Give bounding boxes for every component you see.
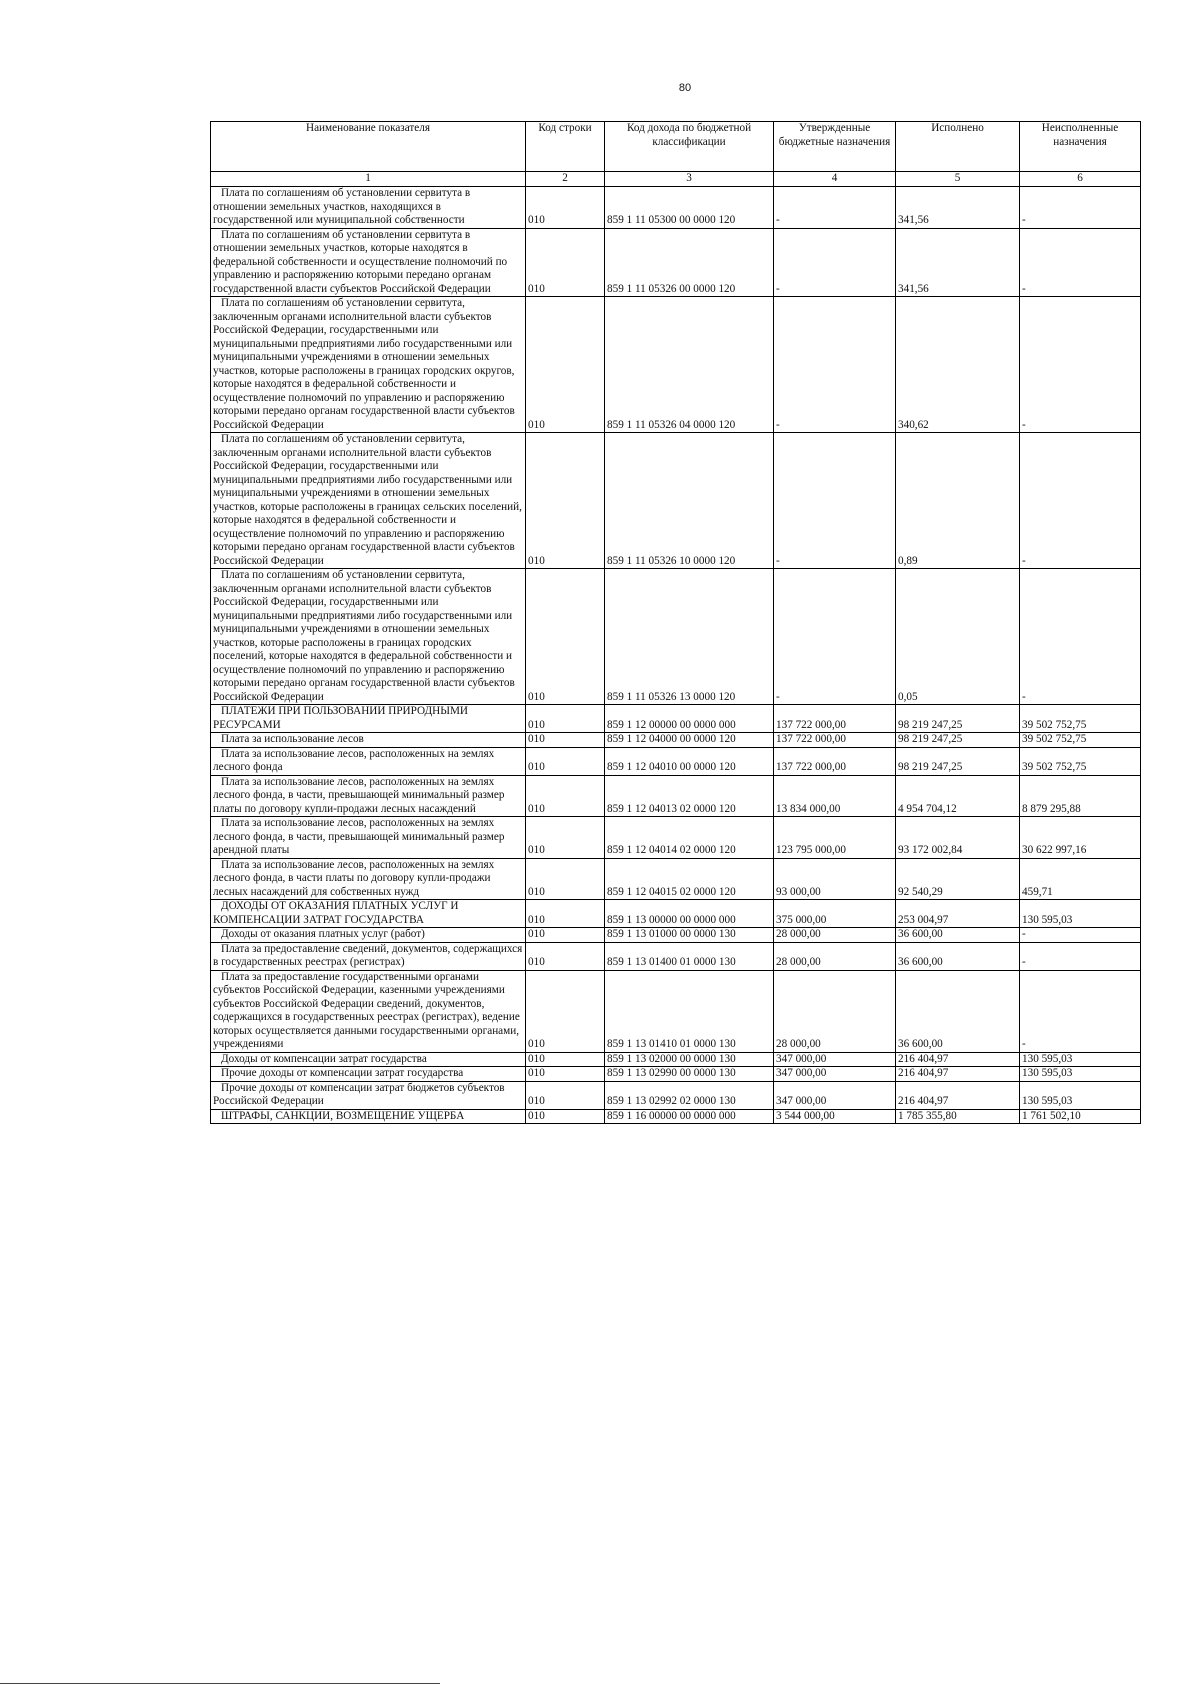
row-executed-cell: 216 404,97	[896, 1081, 1020, 1109]
row-approved-cell: 93 000,00	[774, 858, 896, 900]
row-line-code-cell: 010	[526, 297, 605, 433]
header-revenue-code: Код дохода по бюджетной классификации	[605, 122, 774, 172]
row-approved-cell: -	[774, 297, 896, 433]
row-executed-cell: 36 600,00	[896, 942, 1020, 970]
column-number: 5	[896, 172, 1020, 187]
row-line-code-cell: 010	[526, 900, 605, 928]
row-line-code-cell: 010	[526, 747, 605, 775]
row-line-code-cell: 010	[526, 705, 605, 733]
row-revenue-code-cell: 859 1 13 02992 02 0000 130	[605, 1081, 774, 1109]
row-revenue-code-cell: 859 1 11 05326 04 0000 120	[605, 297, 774, 433]
row-revenue-code-cell: 859 1 12 00000 00 0000 000	[605, 705, 774, 733]
row-name-cell: Плата за предоставление сведений, документов, содержащихся в государственных реестрах (регистрах)	[211, 942, 526, 970]
row-name-cell: Плата за использование лесов, расположенных на землях лесного фонда, в части, превышающей минимальный размер платы по договору купли-продажи лесных насаждений	[211, 775, 526, 817]
row-revenue-code-cell: 859 1 13 01400 01 0000 130	[605, 942, 774, 970]
row-name-cell: ПЛАТЕЖИ ПРИ ПОЛЬЗОВАНИИ ПРИРОДНЫМИ РЕСУРСАМИ	[211, 705, 526, 733]
row-name-cell: Доходы от оказания платных услуг (работ)	[211, 928, 526, 943]
row-line-code-cell: 010	[526, 433, 605, 569]
row-approved-cell: 28 000,00	[774, 928, 896, 943]
row-unexecuted-cell: -	[1020, 297, 1141, 433]
row-name-cell: Плата по соглашениям об установлении сервитута в отношении земельных участков, которые находятся в федеральной собственности и осуществление полномочий по управлению и распоряжению которыми передано органам государственной власти субъектов Российской Федерации	[211, 228, 526, 297]
table-row	[211, 775, 1141, 817]
row-unexecuted-cell: -	[1020, 569, 1141, 705]
row-name-cell: Прочие доходы от компенсации затрат государства	[211, 1067, 526, 1082]
row-executed-cell: 340,62	[896, 297, 1020, 433]
row-line-code-cell: 010	[526, 569, 605, 705]
row-executed-cell: 1 785 355,80	[896, 1109, 1020, 1124]
row-approved-cell: 137 722 000,00	[774, 705, 896, 733]
row-revenue-code-cell: 859 1 12 04000 00 0000 120	[605, 733, 774, 748]
row-unexecuted-cell: -	[1020, 970, 1141, 1052]
row-name-cell: Плата за использование лесов, расположенных на землях лесного фонда, в части платы по договору купли-продажи лесных насаждений для собственных нужд	[211, 858, 526, 900]
row-approved-cell: 28 000,00	[774, 970, 896, 1052]
table-row	[211, 1067, 1141, 1082]
row-approved-cell: -	[774, 569, 896, 705]
table-row	[211, 433, 1141, 569]
row-name-cell: Плата по соглашениям об установлении сервитута, заключенным органами исполнительной власти субъектов Российской Федерации, государственными или муниципальными предприятиями либо государственными или муниципальными учреждениями в отношении земельных участков, которые расположены в границах сельских поселений, которые находятся в федеральной собственности и осуществление полномочий по управлению и распоряжению которыми передано органам государственной власти субъектов Российской Федерации	[211, 433, 526, 569]
row-approved-cell: 3 544 000,00	[774, 1109, 896, 1124]
header-approved: Утвержденные бюджетные назначения	[774, 122, 896, 172]
row-line-code-cell: 010	[526, 733, 605, 748]
row-approved-cell: -	[774, 187, 896, 229]
row-name-cell: Плата по соглашениям об установлении сервитута в отношении земельных участков, находящихся в государственной или муниципальной собственности	[211, 187, 526, 229]
row-executed-cell: 36 600,00	[896, 970, 1020, 1052]
table-row	[211, 900, 1141, 928]
row-name-cell: Плата по соглашениям об установлении сервитута, заключенным органами исполнительной власти субъектов Российской Федерации, государственными или муниципальными предприятиями либо государственными или муниципальными учреждениями в отношении земельных участков, которые расположены в границах городских округов, которые находятся в федеральной собственности и осуществление полномочий по управлению и распоряжению которыми передано органам государственной власти субъектов Российской Федерации	[211, 297, 526, 433]
row-revenue-code-cell: 859 1 16 00000 00 0000 000	[605, 1109, 774, 1124]
row-line-code-cell: 010	[526, 817, 605, 859]
table-row	[211, 928, 1141, 943]
row-executed-cell: 93 172 002,84	[896, 817, 1020, 859]
row-executed-cell: 253 004,97	[896, 900, 1020, 928]
row-unexecuted-cell: 39 502 752,75	[1020, 705, 1141, 733]
row-approved-cell: 28 000,00	[774, 942, 896, 970]
row-executed-cell: 36 600,00	[896, 928, 1020, 943]
row-unexecuted-cell: 459,71	[1020, 858, 1141, 900]
row-name-cell: Плата за использование лесов, расположенных на землях лесного фонда, в части, превышающей минимальный размер арендной платы	[211, 817, 526, 859]
row-executed-cell: 4 954 704,12	[896, 775, 1020, 817]
row-line-code-cell: 010	[526, 1052, 605, 1067]
row-line-code-cell: 010	[526, 1109, 605, 1124]
row-name-cell: Доходы от компенсации затрат государства	[211, 1052, 526, 1067]
row-line-code-cell: 010	[526, 1067, 605, 1082]
row-name-cell: Плата за использование лесов	[211, 733, 526, 748]
row-revenue-code-cell: 859 1 11 05326 10 0000 120	[605, 433, 774, 569]
row-revenue-code-cell: 859 1 13 00000 00 0000 000	[605, 900, 774, 928]
row-revenue-code-cell: 859 1 11 05326 13 0000 120	[605, 569, 774, 705]
row-approved-cell: -	[774, 433, 896, 569]
row-revenue-code-cell: 859 1 12 04014 02 0000 120	[605, 817, 774, 859]
budget-revenue-table	[210, 121, 1141, 1124]
row-executed-cell: 98 219 247,25	[896, 705, 1020, 733]
table-row	[211, 1109, 1141, 1124]
row-approved-cell: 347 000,00	[774, 1067, 896, 1082]
table-row	[211, 858, 1141, 900]
row-executed-cell: 0,89	[896, 433, 1020, 569]
row-approved-cell: 347 000,00	[774, 1052, 896, 1067]
column-number-row	[211, 172, 1141, 187]
column-number: 6	[1020, 172, 1141, 187]
row-line-code-cell: 010	[526, 970, 605, 1052]
row-executed-cell: 0,05	[896, 569, 1020, 705]
footer-rule	[0, 1683, 440, 1684]
table-row	[211, 817, 1141, 859]
row-unexecuted-cell: 8 879 295,88	[1020, 775, 1141, 817]
column-number: 3	[605, 172, 774, 187]
table-row	[211, 569, 1141, 705]
row-name-cell: Плата за использование лесов, расположенных на землях лесного фонда	[211, 747, 526, 775]
row-revenue-code-cell: 859 1 13 01410 01 0000 130	[605, 970, 774, 1052]
table-row	[211, 733, 1141, 748]
row-revenue-code-cell: 859 1 11 05300 00 0000 120	[605, 187, 774, 229]
row-line-code-cell: 010	[526, 858, 605, 900]
row-revenue-code-cell: 859 1 12 04015 02 0000 120	[605, 858, 774, 900]
row-approved-cell: 123 795 000,00	[774, 817, 896, 859]
row-revenue-code-cell: 859 1 11 05326 00 0000 120	[605, 228, 774, 297]
row-unexecuted-cell: 1 761 502,10	[1020, 1109, 1141, 1124]
column-number: 2	[526, 172, 605, 187]
page-number: 80	[678, 82, 692, 94]
row-revenue-code-cell: 859 1 13 02990 00 0000 130	[605, 1067, 774, 1082]
row-revenue-code-cell: 859 1 13 01000 00 0000 130	[605, 928, 774, 943]
row-unexecuted-cell: -	[1020, 433, 1141, 569]
row-unexecuted-cell: 39 502 752,75	[1020, 747, 1141, 775]
row-unexecuted-cell: 130 595,03	[1020, 1067, 1141, 1082]
row-unexecuted-cell: 39 502 752,75	[1020, 733, 1141, 748]
row-executed-cell: 216 404,97	[896, 1052, 1020, 1067]
row-line-code-cell: 010	[526, 775, 605, 817]
header-line-code: Код строки	[526, 122, 605, 172]
header-unexecuted: Неисполненные назначения	[1020, 122, 1141, 172]
row-executed-cell: 92 540,29	[896, 858, 1020, 900]
row-unexecuted-cell: -	[1020, 928, 1141, 943]
row-line-code-cell: 010	[526, 942, 605, 970]
row-approved-cell: -	[774, 228, 896, 297]
row-unexecuted-cell: 130 595,03	[1020, 900, 1141, 928]
row-line-code-cell: 010	[526, 228, 605, 297]
table-row	[211, 970, 1141, 1052]
column-number: 1	[211, 172, 526, 187]
row-name-cell: Прочие доходы от компенсации затрат бюджетов субъектов Российской Федерации	[211, 1081, 526, 1109]
row-unexecuted-cell: 130 595,03	[1020, 1081, 1141, 1109]
header-executed: Исполнено	[896, 122, 1020, 172]
row-executed-cell: 98 219 247,25	[896, 733, 1020, 748]
row-executed-cell: 341,56	[896, 187, 1020, 229]
row-unexecuted-cell: 130 595,03	[1020, 1052, 1141, 1067]
table-row	[211, 228, 1141, 297]
row-unexecuted-cell: 30 622 997,16	[1020, 817, 1141, 859]
row-unexecuted-cell: -	[1020, 942, 1141, 970]
header-indicator-name: Наименование показателя	[211, 122, 526, 172]
row-revenue-code-cell: 859 1 13 02000 00 0000 130	[605, 1052, 774, 1067]
row-revenue-code-cell: 859 1 12 04010 00 0000 120	[605, 747, 774, 775]
row-name-cell: Плата за предоставление государственными органами субъектов Российской Федерации, казенными учреждениями субъектов Российской Федерации сведений, документов, содержащихся в государственных реестрах (регистрах), ведение которых осуществляется данными государственными органами, учреждениями	[211, 970, 526, 1052]
table-row	[211, 942, 1141, 970]
row-revenue-code-cell: 859 1 12 04013 02 0000 120	[605, 775, 774, 817]
column-number: 4	[774, 172, 896, 187]
row-line-code-cell: 010	[526, 928, 605, 943]
row-approved-cell: 347 000,00	[774, 1081, 896, 1109]
row-executed-cell: 216 404,97	[896, 1067, 1020, 1082]
row-line-code-cell: 010	[526, 187, 605, 229]
table-row	[211, 1081, 1141, 1109]
row-name-cell: Плата по соглашениям об установлении сервитута, заключенным органами исполнительной власти субъектов Российской Федерации, государственными или муниципальными предприятиями либо государственными или муниципальными учреждениями в отношении земельных участков, которые расположены в границах городских поселений, которые находятся в федеральной собственности и осуществление полномочий по управлению и распоряжению которыми передано органам государственной власти субъектов Российской Федерации	[211, 569, 526, 705]
table-row	[211, 747, 1141, 775]
table-row	[211, 187, 1141, 229]
table-row	[211, 705, 1141, 733]
row-unexecuted-cell: -	[1020, 187, 1141, 229]
row-executed-cell: 341,56	[896, 228, 1020, 297]
table-row	[211, 1052, 1141, 1067]
row-line-code-cell: 010	[526, 1081, 605, 1109]
row-approved-cell: 137 722 000,00	[774, 747, 896, 775]
row-approved-cell: 137 722 000,00	[774, 733, 896, 748]
row-unexecuted-cell: -	[1020, 228, 1141, 297]
row-name-cell: ДОХОДЫ ОТ ОКАЗАНИЯ ПЛАТНЫХ УСЛУГ И КОМПЕНСАЦИИ ЗАТРАТ ГОСУДАРСТВА	[211, 900, 526, 928]
row-executed-cell: 98 219 247,25	[896, 747, 1020, 775]
row-name-cell: ШТРАФЫ, САНКЦИИ, ВОЗМЕЩЕНИЕ УЩЕРБА	[211, 1109, 526, 1124]
row-approved-cell: 13 834 000,00	[774, 775, 896, 817]
row-approved-cell: 375 000,00	[774, 900, 896, 928]
table-row	[211, 297, 1141, 433]
